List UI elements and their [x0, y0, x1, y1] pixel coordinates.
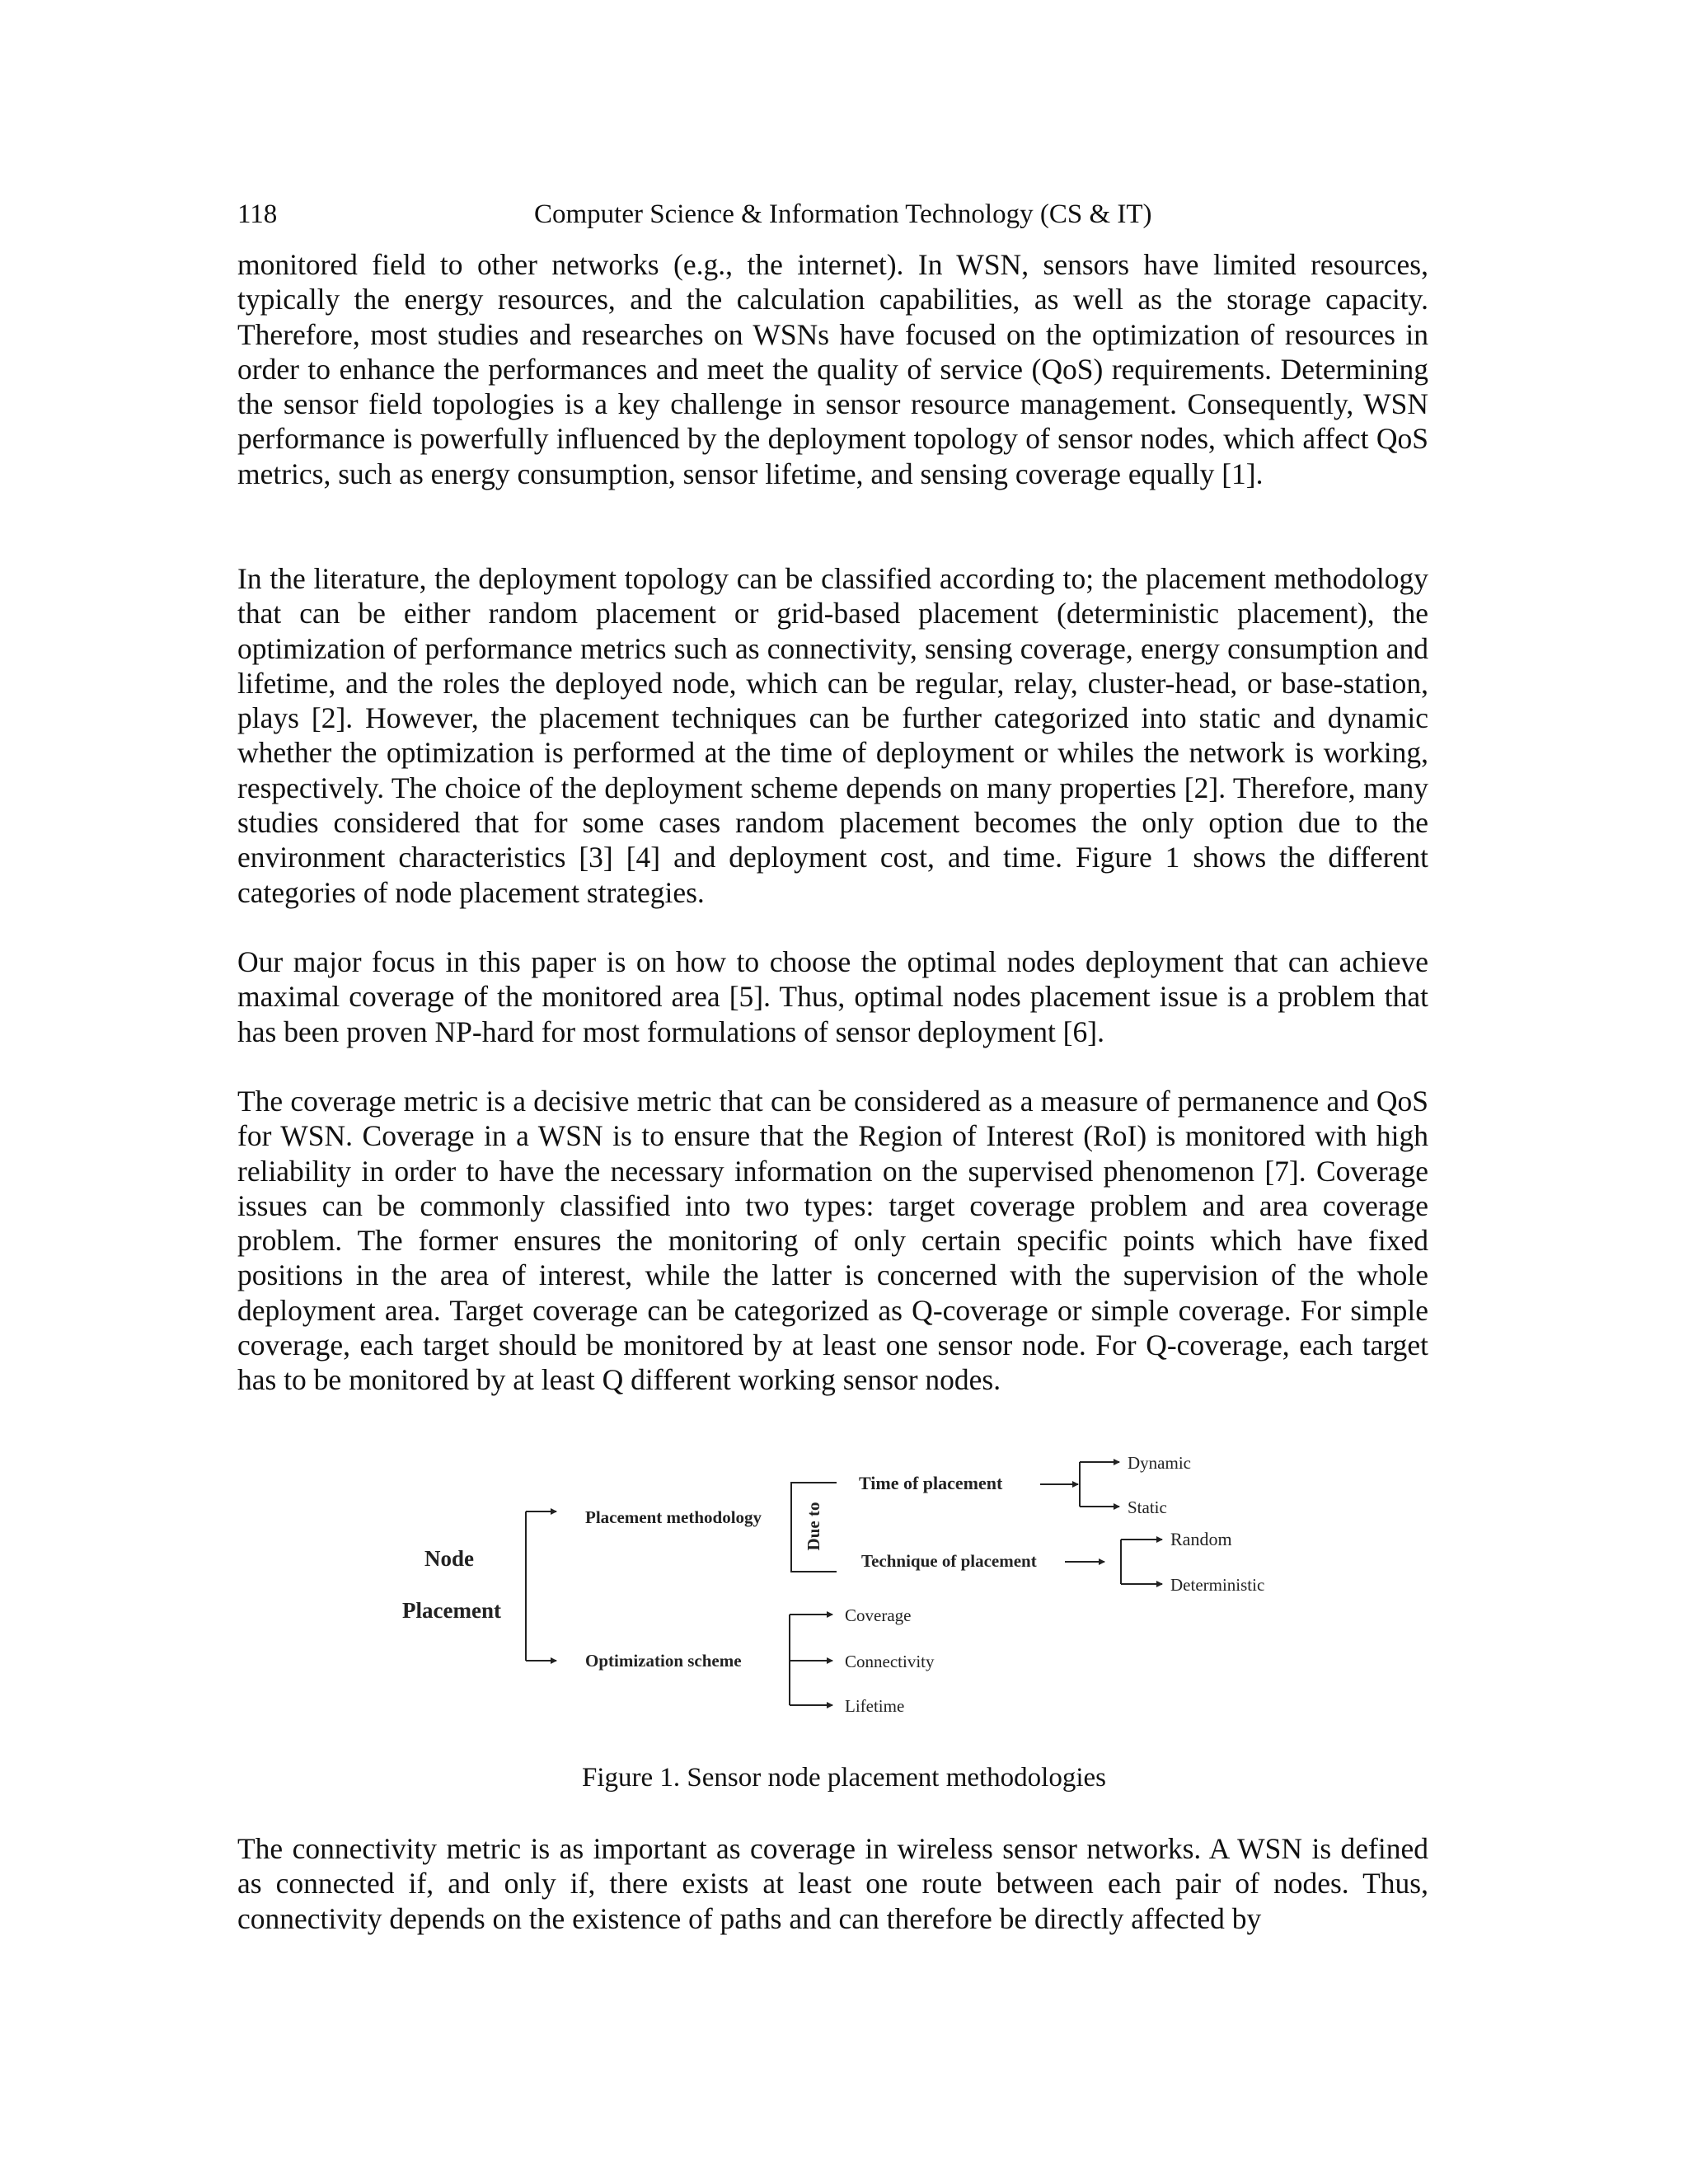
optimization-branch [790, 1615, 832, 1705]
time-branch [1040, 1462, 1119, 1507]
root-bracket [526, 1511, 556, 1661]
dynamic-label: Dynamic [1128, 1453, 1191, 1473]
paragraph-4: The coverage metric is a decisive metric that can be considered as a measure of permanence and QoS for WSN. Coverage in a WSN is to ensure that the Region of Interest (RoI) is monitored with high reliability in order to have the necessary information on the supervised phenomenon [7]. Coverage issues can be commonly classified into two types: target coverage problem and area coverage problem. The former ensures the monitoring of only certain specific points which have fixed positions in the area of interest, while the latter is concerned with the supervision of the whole deployment area. Target coverage can be categorized as Q-coverage or simple coverage. For simple coverage, each target should be monitored by at least one sensor node. For Q-coverage, each target has to be monitored by at least Q different working sensor nodes. [237, 1085, 1428, 1397]
root-label-node: Node [424, 1546, 474, 1571]
placement-methodology-label: Placement methodology [585, 1507, 762, 1527]
random-label: Random [1170, 1529, 1232, 1549]
connectivity-label: Connectivity [845, 1652, 935, 1671]
page-header [237, 196, 1428, 232]
figure-caption: Figure 1. Sensor node placement methodologies [581, 1763, 1107, 1793]
paragraph-5: The connectivity metric is as important as coverage in wireless sensor networks. A WSN is defined as connected if, and only if, there exists at least one route between each pair of nodes. Thus, connectivity depends on the existence of paths and can therefore be directly affected by [237, 1832, 1428, 1935]
technique-of-placement-label: Technique of placement [861, 1551, 1037, 1571]
lifetime-label: Lifetime [845, 1696, 905, 1716]
journal-title: Computer Science & Information Technology (CS & IT) [534, 199, 1152, 229]
page-number: 118 [237, 199, 278, 229]
coverage-label: Coverage [845, 1605, 912, 1625]
deterministic-label: Deterministic [1170, 1575, 1265, 1595]
due-to-label: Due to [804, 1502, 823, 1551]
root-label-placement: Placement [402, 1598, 501, 1623]
time-of-placement-label: Time of placement [859, 1473, 1003, 1493]
paragraph-1: monitored field to other networks (e.g., the internet). In WSN, sensors have limited resources, typically the energy resources, and the calculation capabilities, as well as the storage capacity. Therefore, most studies and researches on WSNs have focused on the optimization of resources in order to enhance the performances and meet the quality of service (QoS) requirements. Determining the sensor field topologies is a key challenge in sensor resource management. Consequently, WSN performance is powerfully influenced by the deployment topology of sensor nodes, which affect QoS metrics, such as energy consumption, sensor lifetime, and sensing coverage equally [1]. [237, 248, 1428, 490]
paragraph-3: Our major focus in this paper is on how to choose the optimal nodes deployment that can achieve maximal coverage of the monitored area [5]. Thus, optimal nodes placement issue is a problem that has been proven NP-hard for most formulations of sensor deployment [6]. [237, 945, 1428, 1048]
optimization-scheme-label: Optimization scheme [585, 1651, 742, 1671]
technique-branch [1065, 1540, 1162, 1584]
static-label: Static [1128, 1497, 1167, 1517]
figure-1-diagram [387, 1434, 1327, 1739]
paragraph-2: In the literature, the deployment topology can be classified according to; the placement methodology that can be either random placement or grid-based placement (deterministic placement), the optimization of performance metrics such as connectivity, sensing coverage, energy consumption and lifetime, and the roles the deployed node, which can be regular, relay, cluster-head, or base-station, plays [2]. However, the placement techniques can be further categorized into static and dynamic whether the optimization is performed at the time of deployment or whiles the network is working, respectively. The choice of the deployment scheme depends on many properties [2]. Therefore, many studies considered that for some cases random placement becomes the only option due to the environment characteristics [3] [4] and deployment cost, and time. Figure 1 shows the different categories of node placement strategies. [237, 562, 1428, 909]
